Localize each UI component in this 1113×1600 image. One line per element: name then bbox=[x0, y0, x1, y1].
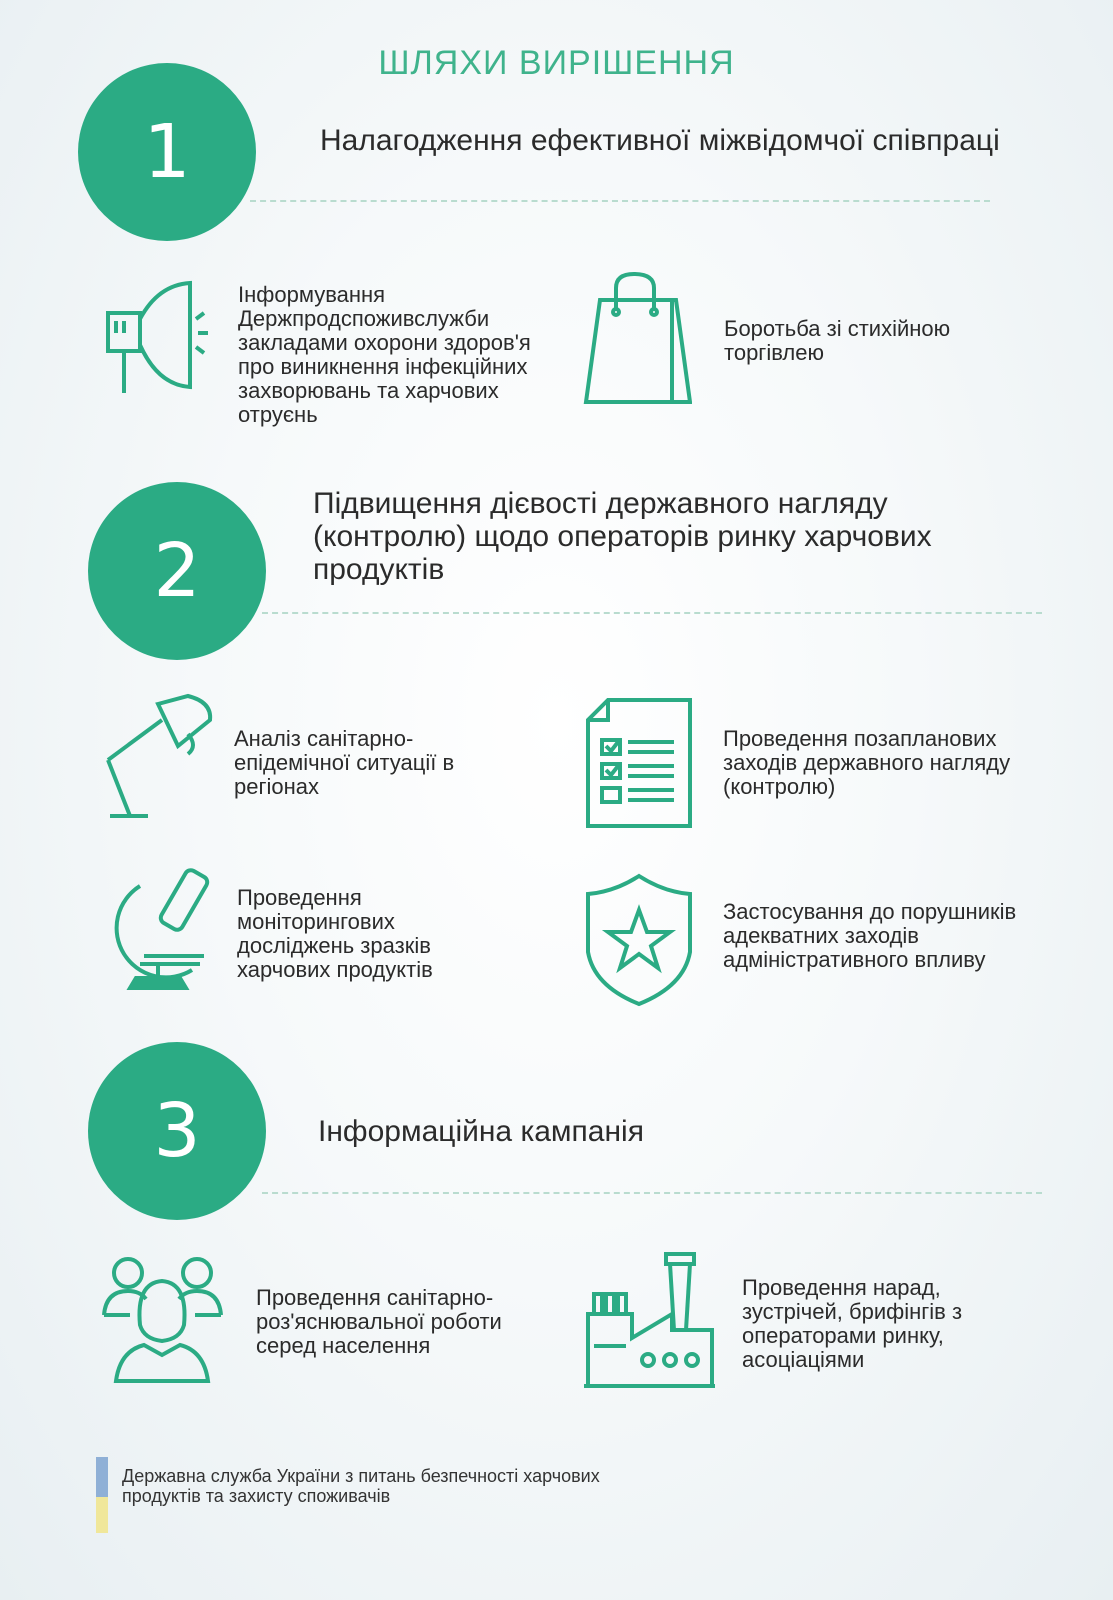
item-text-monitoring: Проведення моніторингових досліджень зразків харчових продуктів bbox=[237, 885, 433, 982]
people-group-icon bbox=[100, 1255, 225, 1385]
item-text-public-outreach: Проведення санітарно-роз'яснювальної роботи серед населення bbox=[256, 1285, 502, 1358]
item-text-street-trade: Боротьба зі стихійною торгівлею bbox=[724, 316, 951, 365]
spotlight-icon bbox=[100, 275, 220, 400]
item-text-administrative: Застосування до порушників адекватних заходів адміністративного впливу bbox=[723, 899, 1017, 972]
item-text-informing: Інформування Держпродспоживслужби закладами охорони здоров'я про виникнення інфекційних захворювань та харчових отруєнь bbox=[238, 282, 531, 427]
shield-star-icon bbox=[584, 872, 694, 1007]
footer-organization: Державна служба України з питань безпечності харчових продуктів та захисту споживачів bbox=[122, 1466, 600, 1506]
section-1-divider bbox=[250, 200, 990, 202]
desk-lamp-icon bbox=[100, 690, 218, 820]
flag-yellow-stripe bbox=[96, 1497, 108, 1533]
item-text-unscheduled-checks: Проведення позапланових заходів державного нагляду (контролю) bbox=[723, 726, 1011, 799]
item-text-meetings: Проведення нарад, зустрічей, брифінгів з операторами ринку, асоціаціями bbox=[742, 1275, 963, 1372]
section-2-heading: Підвищення дієвості державного нагляду (контролю) щодо операторів ринку харчових продуктів bbox=[313, 487, 932, 586]
shopping-bag-icon bbox=[582, 270, 692, 405]
section-3-divider bbox=[262, 1192, 1042, 1194]
section-3-number-badge: 3 bbox=[88, 1042, 266, 1220]
section-1-heading: Налагодження ефективної міжвідомчої співпраці bbox=[320, 124, 1000, 157]
microscope-icon bbox=[100, 860, 218, 1000]
section-2-number-badge: 2 bbox=[88, 482, 266, 660]
section-2-divider bbox=[262, 612, 1042, 614]
flag-blue-stripe bbox=[96, 1457, 108, 1497]
factory-icon bbox=[582, 1250, 717, 1390]
checklist-icon bbox=[584, 698, 694, 828]
section-1-number-badge: 1 bbox=[78, 63, 256, 241]
item-text-sanitary-analysis: Аналіз санітарно-епідемічної ситуації в регіонах bbox=[234, 726, 455, 799]
section-3-heading: Інформаційна кампанія bbox=[318, 1115, 644, 1148]
page-title: ШЛЯХИ ВИРІШЕННЯ bbox=[378, 44, 735, 82]
